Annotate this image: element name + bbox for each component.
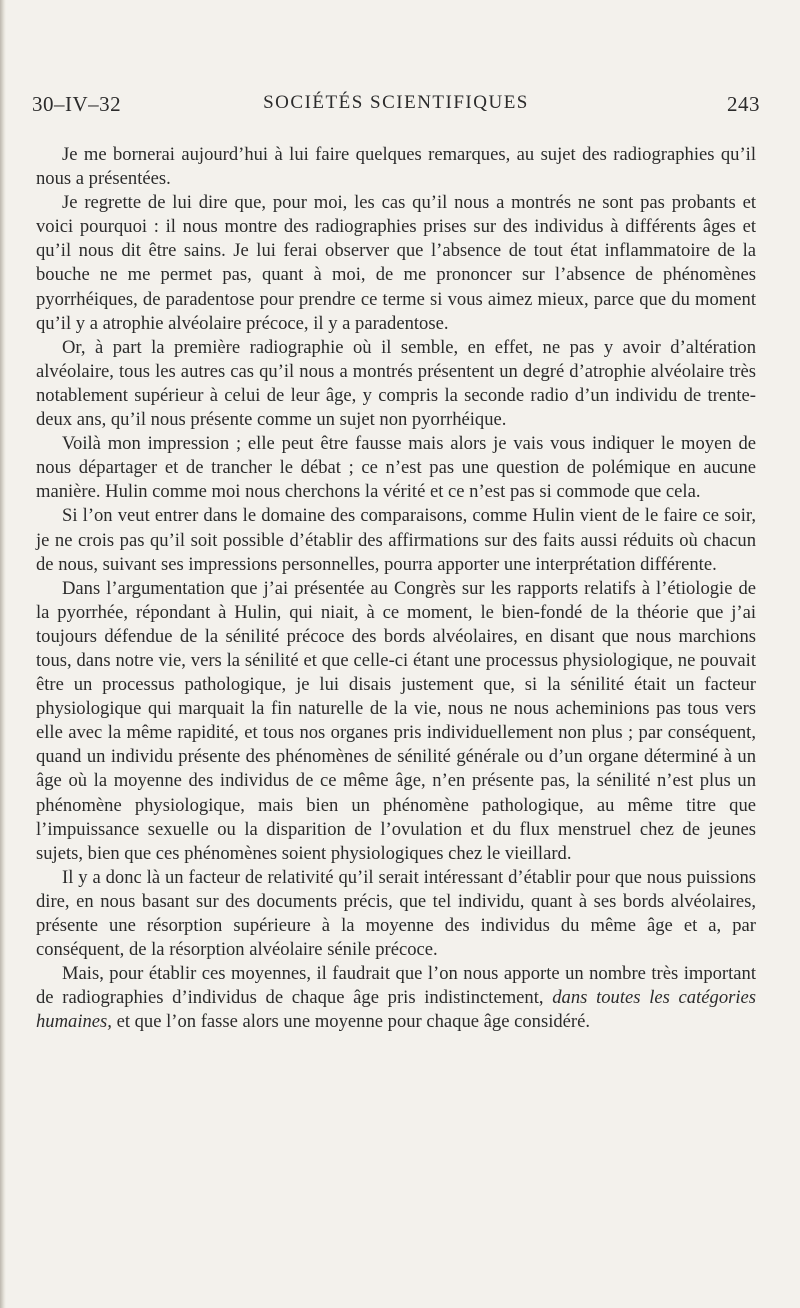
paragraph-8-italic: dans toutes les catégories humaines, [36, 987, 757, 1033]
paragraph-8-end: et que l’on fasse alors une moyenne pour chaque âge considéré. [111, 1011, 591, 1033]
header-date: 30–IV–32 [32, 92, 122, 116]
paragraph-8-start: Mais, pour établir ces moyennes, il faudrait que l’on nous apporte un nombre très important de radiographies d’individus de chaque âge pris indistinctement, [36, 963, 756, 1009]
paragraph-8 [36, 962, 756, 1034]
article-body [36, 143, 756, 1034]
page-edge-shadow [0, 0, 6, 1308]
paragraph-6: Dans l’argumentation que j’ai présentée au Congrès sur les rapports relatifs à l’étiologie de la pyorrhée, répondant à Hulin, qui niait, à ce moment, le bien-fondé de la théorie que j’ai toujours défendue de la sénilité précoce des bords alvéolaires, en disant que nous marchions tous, dans notre vie, vers la sénilité et que celle-ci étant une processus physiologique, ne pouvait être un processus pathologique, je lui disais justement que, si la sénilité était un facteur physiologique qui marquait la fin naturelle de la vie, nous ne nous acheminions pas tous vers elle avec la même rapidité, et tous nos organes pris individuellement non plus ; par conséquent, quand un individu présente des phénomènes de sénilité générale ou d’un organe déterminé à un âge où la moyenne des individus de ce même âge, n’en présente pas, la sénilité n’est plus un phénomène physiologique, mais bien un phénomène pathologique, au même titre que l’impuissance sexuelle ou la disparition de l’ovulation et du flux menstruel chez de jeunes sujets, bien que ces phénomènes soient physiologiques chez le vieillard. [36, 577, 756, 864]
paragraph-1: Je me bornerai aujourd’hui à lui faire quelques remarques, au sujet des radiographies qu’il nous a présentées. [36, 144, 756, 190]
paragraph-7: Il y a donc là un facteur de relativité qu’il serait intéressant d’établir pour que nous puissions dire, en nous basant sur des documents précis, que tel individu, quant à ses bords alvéolaires, présente une résorption supérieure à la moyenne des individus du même âge et a, par conséquent, de la résorption alvéolaire sénile précoce. [36, 866, 756, 961]
header-title: SOCIÉTÉS SCIENTIFIQUES [263, 92, 529, 113]
paragraph-4: Voilà mon impression ; elle peut être fausse mais alors je vais vous indiquer le moyen de nous départager et de trancher le débat ; ce n’est pas une question de polémique en aucune manière. Hulin comme moi nous cherchons la vérité et ce n’est pas si commode que cela. [36, 433, 756, 503]
paragraph-2: Je regrette de lui dire que, pour moi, les cas qu’il nous a montrés ne sont pas probants et voici pourquoi : il nous montre des radiographies prises sur des individus à différents âges et qu’il nous dit être sains. Je lui ferai observer que l’absence de tout état inflammatoire de la bouche ne me permet pas, quant à moi, de me prononcer sur l’absence de phénomènes pyorrhéiques, de paradentose pour prendre ce terme si vous aimez mieux, parce que du moment qu’il y a atrophie alvéolaire précoce, il y a paradentose. [36, 192, 756, 334]
page-number: 243 [727, 92, 760, 116]
paragraph-5: Si l’on veut entrer dans le domaine des comparaisons, comme Hulin vient de le faire ce soir, je ne crois pas qu’il soit possible d’établir des affirmations sur des faits aussi réduits où chacun de nous, suivant ses impressions personnelles, pourra apporter une interprétation différente. [36, 505, 756, 575]
paragraph-3: Or, à part la première radiographie où il semble, en effet, ne pas y avoir d’altération alvéolaire, tous les autres cas qu’il nous a montrés présentent un degré d’atrophie alvéolaire très notablement supérieur à celui de leur âge, y compris la seconde radio d’un individu de trente-deux ans, qu’il nous présente comme un sujet non pyorrhéique. [36, 336, 756, 431]
running-header [32, 92, 760, 122]
